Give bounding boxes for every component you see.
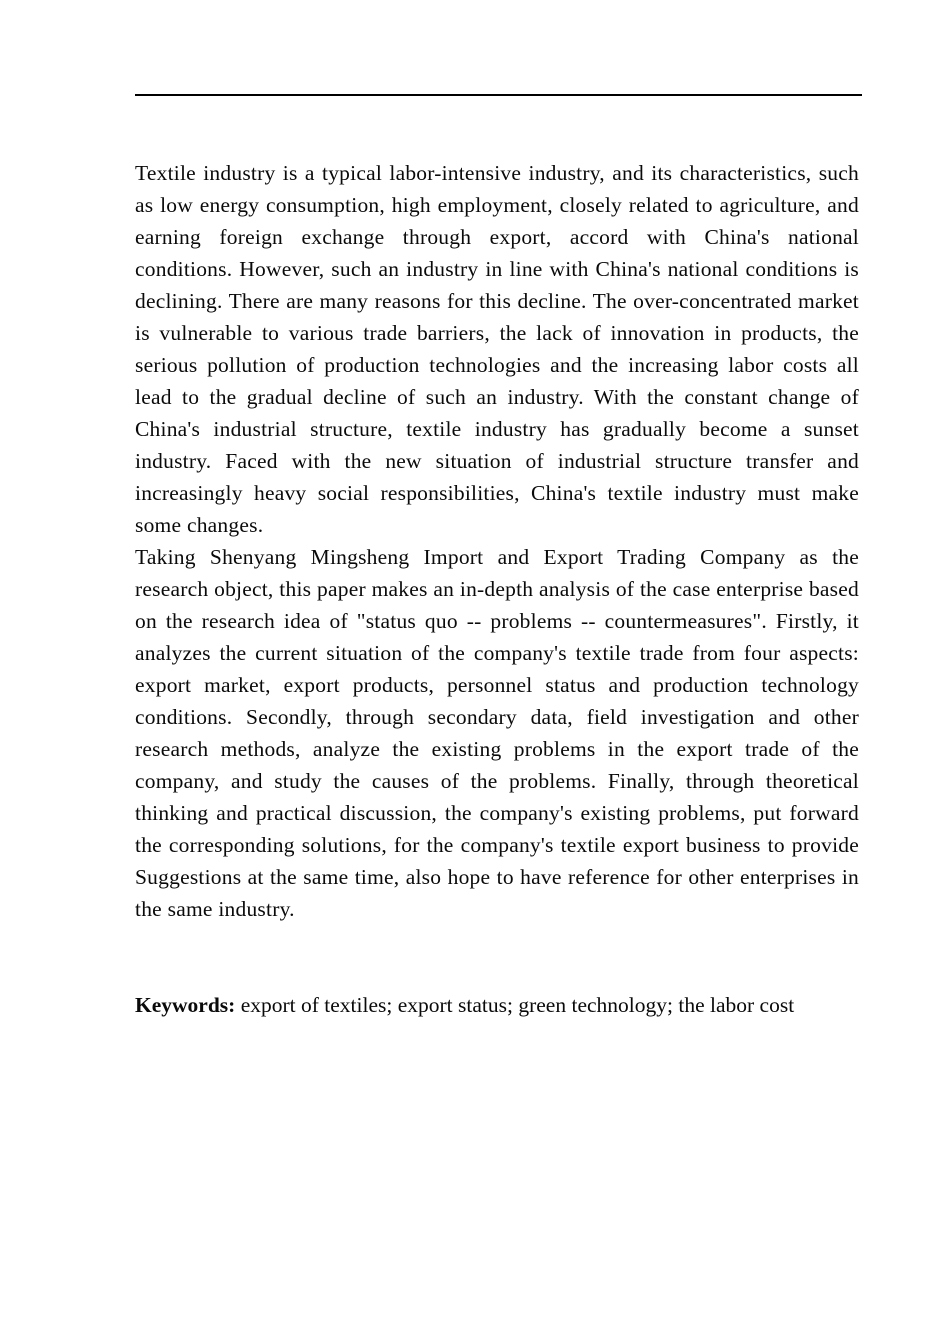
abstract-paragraph-1: Textile industry is a typical labor-intensive industry, and its characteristics, such as low energy consumption, high employment, closely related to agriculture, and earning foreign exchange through export, accord with China's national conditions. However, such an industry in line with China's national conditions is declining. There are many reasons for this decline. The over-concentrated market is vulnerable to various trade barriers, the lack of innovation in products, the serious pollution of production technologies and the increasing labor costs all lead to the gradual decline of such an industry. With the constant change of China's industrial structure, textile industry has gradually become a sunset industry. Faced with the new situation of industrial structure transfer and increasingly heavy social responsibilities, China's textile industry must make some changes. [135, 161, 859, 537]
keywords-label: Keywords: [135, 993, 236, 1017]
abstract-body [135, 157, 859, 925]
keywords-line [135, 989, 859, 1021]
abstract-content [135, 157, 859, 1021]
keywords-value: export of textiles; export status; green technology; the labor cost [240, 993, 795, 1017]
abstract-paragraph-2: Taking Shenyang Mingsheng Import and Export Trading Company as the research object, this paper makes an in-depth analysis of the case enterprise based on the research idea of "status quo -- problems -- countermeasures". Firstly, it analyzes the current situation of the company's textile trade from four aspects: export market, export products, personnel status and production technology conditions. Secondly, through secondary data, field investigation and other research methods, analyze the existing problems in the export trade of the company, and study the causes of the problems. Finally, through theoretical thinking and practical discussion, the company's existing problems, put forward the corresponding solutions, for the company's textile export business to provide Suggestions at the same time, also hope to have reference for other enterprises in the same industry. [135, 545, 859, 921]
header-divider-rule [135, 94, 862, 96]
